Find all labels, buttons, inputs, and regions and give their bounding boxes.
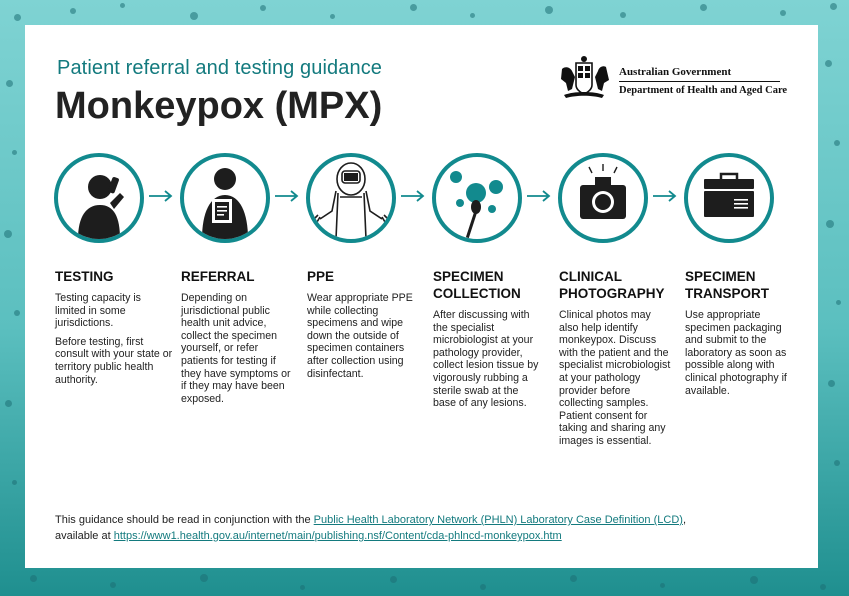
coat-of-arms-icon [558, 55, 610, 101]
page-title: Monkeypox (MPX) [55, 85, 383, 127]
person-notepad-icon [184, 157, 266, 239]
step-heading-testing: TESTING [55, 269, 114, 284]
step-body-ppe: Wear appropriate PPE while collecting specimens and wipe down the outside of specimen containers after collection using disinfectant. [307, 292, 413, 380]
phln-lcd-link[interactable]: Public Health Laboratory Network (PHLN) Laboratory Case Definition (LCD) [313, 514, 683, 526]
page-subtitle: Patient referral and testing guidance [57, 57, 383, 79]
transport-box-icon [688, 157, 770, 239]
referral-step-icon [180, 153, 270, 243]
arrow-right-icon [652, 189, 678, 203]
step-heading-ppe: PPE [307, 269, 335, 284]
specimen-transport-step-icon [684, 153, 774, 243]
clinical-photography-step-icon [558, 153, 648, 243]
arrow-right-icon [526, 189, 552, 203]
step-body-specimen-transport: Use appropriate specimen packaging and submit to the laboratory as soon as possible along with clinical photography if available. [685, 309, 787, 397]
step-body-referral: Depending on jurisdictional public health unit advice, collect the specimen yourself, or refer patients for testing if they have symptoms or if they may have been exposed. [181, 292, 291, 405]
ppe-suit-icon [310, 157, 392, 239]
arrow-right-icon [400, 189, 426, 203]
testing-step-icon [54, 153, 144, 243]
phone-person-icon [58, 157, 140, 239]
specimen-collection-step-icon [432, 153, 522, 243]
camera-icon [562, 157, 644, 239]
step-body-specimen-collection: After discussing with the specialist microbiologist at your pathology provider, collect lesion tissue by vigorously rubbing a sterile swab at the base of any lesions. [433, 309, 539, 410]
arrow-right-icon [148, 189, 174, 203]
department-name: Department of Health and Aged Care [619, 85, 788, 96]
step-heading-specimen-collection: SPECIMEN COLLECTION [433, 269, 521, 301]
step-heading-clinical-photography: CLINICAL PHOTOGRAPHY [559, 269, 665, 301]
step-body-clinical-photography: Clinical photos may also help identify monkeypox. Discuss with the patient and the specialist microbiologist at your pathology provider before collecting samples. Patient consent for taking and sharing any images is essential. [559, 309, 671, 447]
footer-note: This guidance should be read in conjunction with the Public Health Laboratory Network (PHLN) Laboratory Case Definition (LCD), available at https://www1.health.gov.au/internet/main/publishing.nsf/Content/cda-phlncd-monkeypox.htm [55, 514, 686, 542]
guidance-card [25, 25, 818, 568]
step-heading-referral: REFERRAL [181, 269, 255, 284]
step-heading-specimen-transport: SPECIMEN TRANSPORT [685, 269, 769, 301]
step-body-testing: Testing capacity is limited in some jurisdictions. Before testing, first consult with your state or territory public health authority. [55, 292, 173, 386]
swab-lesion-icon [436, 157, 518, 239]
logo-divider [619, 81, 780, 82]
government-name: Australian Government [619, 66, 732, 78]
arrow-right-icon [274, 189, 300, 203]
government-logo [558, 55, 798, 115]
health-gov-url-link[interactable]: https://www1.health.gov.au/internet/main/publishing.nsf/Content/cda-phlncd-monkeypox.htm [113, 530, 562, 542]
ppe-step-icon [306, 153, 396, 243]
